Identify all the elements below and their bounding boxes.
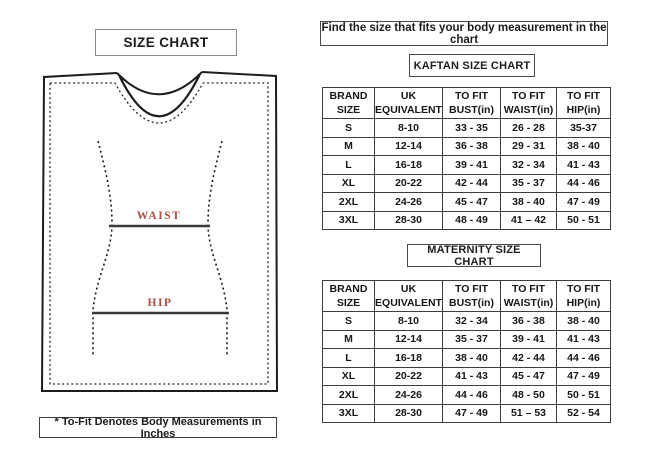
table-cell: 47 - 49: [557, 193, 611, 212]
column-header: UK EQUIVALENT: [375, 88, 443, 119]
table-cell: 36 - 38: [501, 312, 557, 331]
table-cell: 44 - 46: [443, 386, 501, 405]
table-row: [323, 156, 611, 175]
table-row: [323, 174, 611, 193]
table-row: [323, 312, 611, 331]
column-header: TO FIT HIP(in): [557, 88, 611, 119]
kaftan-diagram: [0, 0, 305, 465]
table-cell: 52 - 54: [557, 404, 611, 423]
table-cell: S: [323, 312, 375, 331]
table-row: [323, 211, 611, 230]
table-cell: 12-14: [375, 137, 443, 156]
table-cell: 39 - 41: [443, 156, 501, 175]
instruction-text: Find the size that fits your body measurement in the chart: [321, 21, 607, 46]
maternity-size-chart-title-box: [407, 244, 541, 267]
column-header: TO FIT BUST(in): [443, 281, 501, 312]
table-cell: 45 - 47: [443, 193, 501, 212]
table-cell: 20-22: [375, 367, 443, 386]
maternity-size-chart-title: MATERNITY SIZE CHART: [427, 243, 521, 268]
hip-label: HIP: [147, 297, 173, 309]
column-header: TO FIT BUST(in): [443, 88, 501, 119]
maternity-size-table: [322, 280, 611, 423]
table-cell: 50 - 51: [557, 211, 611, 230]
table-row: [323, 119, 611, 138]
garment-outline: [42, 72, 277, 391]
column-header: TO FIT HIP(in): [557, 281, 611, 312]
table-row: [323, 193, 611, 212]
table-cell: 47 - 49: [443, 404, 501, 423]
body-silhouette-left: [93, 141, 112, 357]
table-cell: 35-37: [557, 119, 611, 138]
table-cell: 35 - 37: [501, 174, 557, 193]
table-cell: 48 - 49: [443, 211, 501, 230]
table-cell: 8-10: [375, 119, 443, 138]
table-cell: 47 - 49: [557, 367, 611, 386]
footnote-text: * To-Fit Denotes Body Measurements in Inches: [54, 415, 262, 440]
table-row: [323, 386, 611, 405]
table-cell: 50 - 51: [557, 386, 611, 405]
table-cell: L: [323, 349, 375, 368]
table-cell: 32 - 34: [501, 156, 557, 175]
waist-label: WAIST: [136, 210, 182, 222]
dotted-seam-border: [50, 83, 268, 384]
table-row: [323, 367, 611, 386]
table-row: [323, 404, 611, 423]
table-cell: 38 - 40: [557, 312, 611, 331]
table-cell: 32 - 34: [443, 312, 501, 331]
table-cell: M: [323, 137, 375, 156]
table-cell: 41 - 43: [557, 330, 611, 349]
column-header: TO FIT WAIST(in): [501, 88, 557, 119]
header-row: [323, 88, 611, 119]
table-cell: 35 - 37: [443, 330, 501, 349]
table-row: [323, 137, 611, 156]
table-cell: 42 - 44: [501, 349, 557, 368]
column-header: BRAND SIZE: [323, 281, 375, 312]
table-cell: 41 – 42: [501, 211, 557, 230]
table-cell: 26 - 28: [501, 119, 557, 138]
table-cell: S: [323, 119, 375, 138]
kaftan-size-table: [322, 87, 611, 230]
table-cell: 16-18: [375, 349, 443, 368]
table-cell: 41 - 43: [557, 156, 611, 175]
header-row: [323, 281, 611, 312]
table-cell: XL: [323, 174, 375, 193]
table-cell: M: [323, 330, 375, 349]
kaftan-size-chart-title-box: [409, 54, 535, 77]
table-cell: 3XL: [323, 211, 375, 230]
table-cell: 2XL: [323, 386, 375, 405]
table-cell: 2XL: [323, 193, 375, 212]
footnote-box: [39, 417, 277, 438]
table-cell: 38 - 40: [443, 349, 501, 368]
body-silhouette-right: [208, 141, 227, 357]
table-cell: 41 - 43: [443, 367, 501, 386]
table-cell: 38 - 40: [557, 137, 611, 156]
table-cell: 16-18: [375, 156, 443, 175]
table-cell: L: [323, 156, 375, 175]
table-cell: 24-26: [375, 193, 443, 212]
table-cell: 44 - 46: [557, 174, 611, 193]
table-cell: 20-22: [375, 174, 443, 193]
table-cell: 33 - 35: [443, 119, 501, 138]
table-cell: 28-30: [375, 211, 443, 230]
table-cell: 24-26: [375, 386, 443, 405]
table-cell: 48 - 50: [501, 386, 557, 405]
table-row: [323, 330, 611, 349]
table-cell: XL: [323, 367, 375, 386]
column-header: BRAND SIZE: [323, 88, 375, 119]
table-cell: 29 - 31: [501, 137, 557, 156]
kaftan-size-chart-title: KAFTAN SIZE CHART: [413, 59, 531, 72]
table-cell: 44 - 46: [557, 349, 611, 368]
table-cell: 3XL: [323, 404, 375, 423]
instruction-box: [320, 21, 608, 46]
table-cell: 28-30: [375, 404, 443, 423]
table-cell: 38 - 40: [501, 193, 557, 212]
table-cell: 45 - 47: [501, 367, 557, 386]
table-cell: 39 - 41: [501, 330, 557, 349]
table-cell: 36 - 38: [443, 137, 501, 156]
table-cell: 8-10: [375, 312, 443, 331]
neckline-outer-curve: [117, 72, 202, 94]
column-header: UK EQUIVALENT: [375, 281, 443, 312]
column-header: TO FIT WAIST(in): [501, 281, 557, 312]
size-chart-title: SIZE CHART: [123, 35, 209, 50]
table-row: [323, 349, 611, 368]
table-cell: 42 - 44: [443, 174, 501, 193]
table-cell: 12-14: [375, 330, 443, 349]
table-cell: 51 – 53: [501, 404, 557, 423]
